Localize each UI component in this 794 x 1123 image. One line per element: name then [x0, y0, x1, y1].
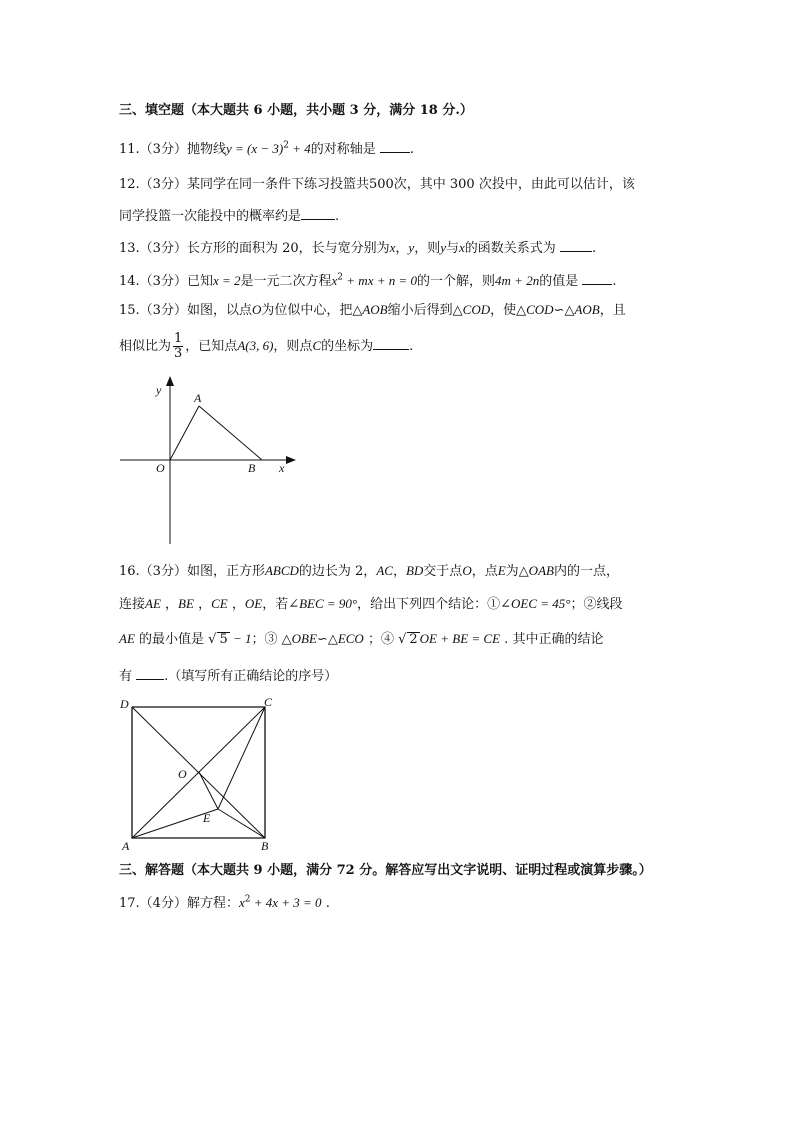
- q16-AC: AC: [376, 563, 393, 578]
- label-x: x: [279, 461, 285, 475]
- q11-end: .: [409, 142, 415, 157]
- q16-text-14: ；④: [363, 632, 399, 647]
- q13-text: 13.（3分）长方形的面积为 20，长与宽分别为: [119, 241, 390, 256]
- q14-text: 14.（3分）已知: [119, 274, 213, 289]
- figure-16-square: [118, 694, 283, 856]
- answer-blank: [373, 336, 409, 350]
- x-axis-arrow: [286, 456, 296, 464]
- figure-15-coordinate-plane: [118, 374, 308, 546]
- question-17: [119, 894, 330, 913]
- q13-sep: ，: [395, 241, 409, 256]
- question-11: [119, 139, 414, 159]
- label-O: O: [156, 461, 165, 475]
- q15-text-5: ，且: [599, 303, 626, 318]
- q15-text-9: 的坐标为: [321, 339, 374, 354]
- q16-text-10: ，给出下列四个结论：①: [357, 597, 501, 612]
- q14-cond: x = 2: [212, 273, 241, 288]
- label-E: E: [203, 811, 211, 825]
- q15-text-7: ，已知点: [185, 339, 238, 354]
- question-16-line-2: 连接AE ，BE ，CE ，OE，若∠BEC = 90°，给出下列四个结论：①∠OEC = 45°；②线段: [119, 596, 623, 612]
- q14-text-2: 是一元二次方程: [240, 274, 332, 289]
- question-15-line-2: [119, 326, 413, 367]
- question-12-line-2: [119, 206, 339, 226]
- section-header-solve: 三、解答题（本大题共 9 小题，满分 72 分。解答应写出文字说明、证明过程或演算步骤。）: [119, 863, 652, 878]
- q15-text-8: ，则点: [273, 339, 313, 354]
- q16-text-8: 连接: [119, 597, 146, 612]
- q12-end: .: [335, 209, 340, 224]
- segment-OA: [170, 406, 199, 460]
- q13-end: .: [591, 241, 597, 256]
- q13-text-2: ，则: [414, 241, 441, 256]
- segment-CE: [218, 707, 265, 809]
- q16-OE: OE: [244, 596, 263, 611]
- q16-sim: △OBE∽△ECO: [281, 631, 364, 646]
- q15-sim: △COD∽△AOB: [516, 302, 600, 317]
- q16-text-12: 的最小值是: [134, 632, 209, 647]
- q17-b: + 4x + 3 = 0: [250, 895, 322, 910]
- q13-x: x: [389, 240, 396, 255]
- label-B: B: [248, 461, 256, 475]
- q14-eq-sup: 2: [337, 272, 344, 283]
- q16-text-3: ，: [392, 564, 406, 579]
- sqrt-five: 5: [219, 632, 228, 647]
- q13-y: y: [408, 240, 415, 255]
- q17-text: 17.（4分）解方程：: [119, 896, 239, 911]
- label-C: C: [264, 695, 273, 709]
- q16-E: E: [497, 563, 506, 578]
- q15-text: 15.（3分）如图，以点: [119, 303, 252, 318]
- q16-AE: AE: [145, 596, 161, 611]
- q16-angle2: ∠OEC = 45°: [500, 596, 571, 611]
- fraction-one-third: [173, 332, 183, 361]
- question-16-line-1: [119, 562, 619, 581]
- q11-number: 11.（3分）: [119, 142, 187, 157]
- q14-eq-b: + mx + n = 0: [343, 273, 418, 288]
- q15-text-2: 为位似中心，把: [261, 303, 353, 318]
- q15-point-a: A(3, 6): [237, 338, 274, 353]
- label-A: A: [122, 839, 130, 853]
- sqrt-two: 2: [409, 632, 418, 647]
- q16-AE-2: AE: [119, 631, 135, 646]
- q17-end: .: [325, 896, 330, 911]
- q16-text-17: .（填写所有正确结论的序号）: [164, 669, 338, 684]
- q16-CE: CE: [211, 596, 228, 611]
- q13-y2: y: [440, 240, 446, 255]
- section-header-fill-in: 三、填空题（本大题共 6 小题，共小题 3 分，满分 18 分.）: [119, 103, 473, 118]
- q16-text-5: ，点: [471, 564, 498, 579]
- q11-exponent: 2: [283, 140, 289, 151]
- q13-x2: x: [459, 240, 465, 255]
- q13-text-4: 的函数关系式为: [464, 241, 556, 256]
- segment-OE: [199, 772, 218, 809]
- q16-text-9: ，若: [262, 597, 289, 612]
- q14-text-3: 的一个解，则: [417, 274, 496, 289]
- answer-blank: [560, 238, 592, 252]
- q16-BE: BE: [178, 596, 194, 611]
- answer-blank: [301, 206, 335, 220]
- sqrt-symbol: √: [208, 632, 217, 647]
- sqrt-symbol: √: [398, 632, 407, 647]
- q16-text-2: 的边长为 2，: [298, 564, 377, 579]
- q15-text-3: 缩小后得到: [387, 303, 453, 318]
- q17-sup: 2: [244, 894, 251, 905]
- q16-text: 16.（3分）如图，正方形: [119, 564, 265, 579]
- q16-text-15: . 其中正确的结论: [500, 632, 604, 647]
- q11-text-2: 的对称轴是: [310, 142, 376, 157]
- answer-blank: [582, 271, 612, 285]
- question-13: [119, 238, 596, 258]
- q16-text-11: ；②线段: [570, 597, 623, 612]
- q16-expr4: OE + BE = CE: [419, 631, 501, 646]
- frac-den: 3: [174, 346, 183, 361]
- q15-text-4: ，使: [490, 303, 517, 318]
- label-B: B: [261, 839, 269, 853]
- q11-formula: y = (x − 3): [225, 141, 284, 156]
- q11-formula-tail: + 4: [288, 141, 311, 156]
- q15-end: .: [409, 339, 414, 354]
- answer-blank: [136, 666, 164, 680]
- label-y: y: [156, 383, 162, 397]
- label-A: A: [194, 391, 202, 405]
- q16-sq: ABCD: [264, 563, 299, 578]
- q14-end: .: [612, 274, 617, 289]
- question-15-line-1: [119, 301, 626, 320]
- label-D: D: [120, 697, 129, 711]
- q16-text-16: 有: [119, 669, 133, 684]
- question-16-line-4: [119, 666, 337, 686]
- question-14: [119, 271, 617, 291]
- q16-BD: BD: [405, 563, 424, 578]
- q15-tri1: △AOB: [352, 302, 388, 317]
- q11-text: 抛物线: [186, 142, 226, 157]
- q15-O: O: [251, 302, 262, 317]
- q17-a: x: [238, 895, 245, 910]
- q14-text-4: 的值是: [539, 274, 579, 289]
- q16-O: O: [462, 563, 472, 578]
- q16-text-13: ；③: [251, 632, 282, 647]
- q16-text-7: 内的一点，: [553, 564, 619, 579]
- question-12-line-1: 12.（3分）某同学在同一条件下练习投篮共500次，其中 300 次投中，由此可以估计，该: [119, 177, 635, 192]
- segment-BE: [218, 809, 265, 838]
- q15-C: C: [312, 338, 322, 353]
- q16-minus-one: − 1: [229, 631, 252, 646]
- answer-blank: [380, 139, 410, 153]
- q16-angle: ∠BEC = 90°: [288, 596, 358, 611]
- frac-num: 1: [174, 331, 183, 346]
- q16-text-4: 交于点: [423, 564, 463, 579]
- q14-expr: 4m + 2n: [495, 273, 540, 288]
- q16-tri: △OAB: [518, 563, 554, 578]
- segment-AB: [199, 406, 262, 460]
- q12-text: 同学投篮一次能投中的概率约是: [119, 209, 302, 224]
- question-16-line-3: [119, 630, 603, 649]
- q13-text-3: 与: [446, 241, 460, 256]
- q15-tri2: △COD: [452, 302, 491, 317]
- q16-text-6: 为: [505, 564, 519, 579]
- label-O: O: [178, 767, 187, 781]
- q15-text-6: 相似比为: [119, 339, 172, 354]
- q14-eq-a: x: [331, 273, 338, 288]
- y-axis-arrow: [166, 376, 174, 386]
